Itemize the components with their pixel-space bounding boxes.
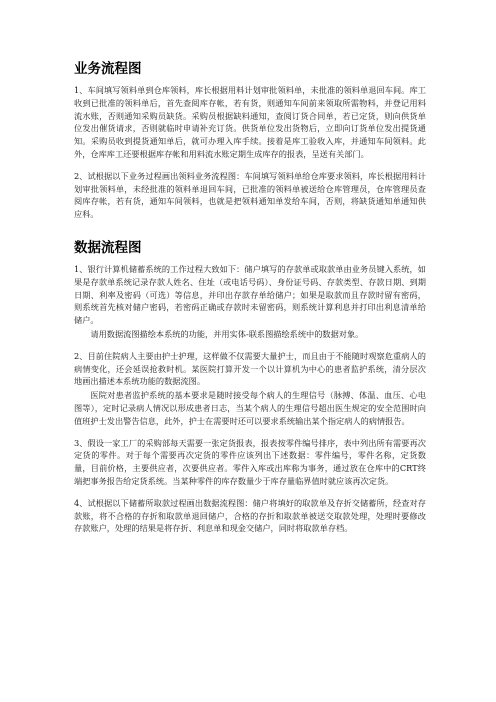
data-flow-paragraph-2-requirements: 医院对患者监护系统的基本要求是随时接受每个病人的生理信号（脉搏、体温、血压、心电图等），定时记录病人情况以形成患者日志，当某个病人的生理信号超出医生规定的安全范围时向值班护士发出警告信息，此外，护士在需要时还可以要求系统输出某个指定病人的病情报告。 [74,390,426,426]
data-flow-paragraph-2: 2、目前住院病人主要由护士护理，这样做不仅需要大量护士，而且由于不能随时观察危重病人的病情变化，还会延误抢救时机。某医院打算开发一个以计算机为中心的患者监护系统，清分层次地画出描述本系统功能的数据流图。 [74,350,426,387]
data-flow-paragraph-4: 4、试根据以下储蓄所取款过程画出数据流程图：储户将填好的取款单及存折交储蓄所，经查对存款账，将不合格的存折和取款单退回储户，合格的存折和取款单被送交取款处理，处理时要修改存款账户，处理的结果是将存折、利息单和现金交储户，同时将取款单存档。 [74,497,426,534]
data-flow-paragraph-1: 1、银行计算机储蓄系统的工作过程大致如下：储户填写的存款单或取款单由业务员键入系统，如果是存款单系统记录存款人姓名、住址（或电话号码）、身份证号码、存款类型、存款日期、到期日期、利率及密码（可选）等信息，并印出存款存单给储户；如果是取款而且存款时留有密码，则系统首先核对储户密码，若密码正确或存款时未留密码，则系统计算利息并打印出利息清单给储户。 [74,263,426,326]
section-title-data-flow: 数据流程图 [74,239,142,256]
section-title-business-flow: 业务流程图 [74,61,142,77]
data-flow-paragraph-1-instruction: 请用数据流图描绘本系统的功能，并用实体-联系图描绘系统中的数据对象。 [90,328,364,339]
data-flow-paragraph-3: 3、假设一家工厂的采购部每天需要一张定货报表，报表按零件编号排序，表中列出所有需要再次定货的零件。对于每个需要再次定货的零件应该列出下述数据：零件编号，零件名称，定货数量，目前价格，主要供应者，次要供应者。零件入库或出库称为事务，通过放在仓库中的CRT终端把事务报告给定货系统。当某种零件的库存数量少于库存量临界值时就应该再次定货。 [74,437,426,486]
business-flow-paragraph-2: 2、试根据以下业务过程画出领料业务流程图：车间填写领料单给仓库要求领料，库长根据用料计划审批领料单，未经批准的领料单退回车间，已批准的领料单被送给仓库管理员，仓库管理员查阅库存帐，若有货，通知车间领料，也就是把领料通知单发给车间，否则，将缺货通知单通知供应科。 [74,170,426,220]
business-flow-paragraph-1: 1、车间填写领料单到仓库领料，库长根据用料计划审批领料单，未批准的领料单退回车间。库工收到已批准的领料单后，首先查阅库存帐，若有货，则通知车间前来领取所需物料，并登记用料流水账，否则通知采购员缺货。采购员根据缺料通知，查阅订货合同单，若已定货，则向供货单位发出催货请求，否则就临时申请补充订货。供货单位发出货物后，立即向订货单位发出提货通知。采购员收到提货通知单后，就可办理入库手续。接着是库工验收入库，并通知车间领料。此外，仓库库工还要根据库存帐和用料流水账定期生成库存的报表，呈送有关部门。 [74,85,426,159]
